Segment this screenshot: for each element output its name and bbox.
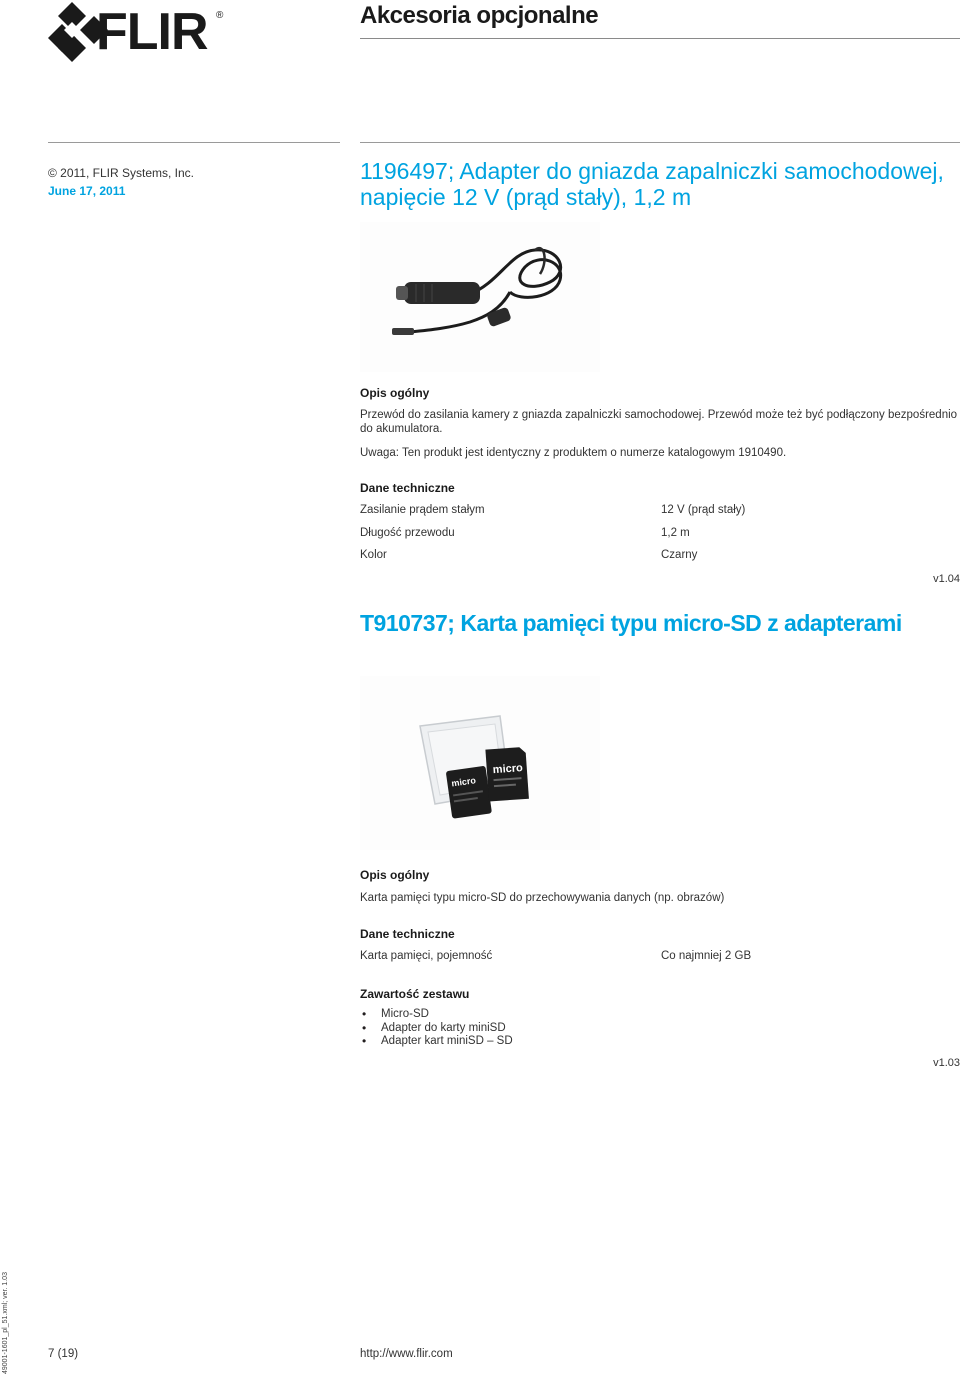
product2-version: v1.03	[933, 1057, 960, 1069]
list-item: • Adapter do karty miniSD	[360, 1022, 513, 1036]
document-date: June 17, 2011	[48, 184, 126, 198]
product1-general-heading: Opis ogólny	[360, 386, 430, 400]
list-item: • Micro-SD	[360, 1008, 513, 1022]
svg-text:micro: micro	[450, 775, 477, 789]
product2-general-heading: Opis ogólny	[360, 868, 430, 882]
logo-wordmark: FLIR	[96, 3, 208, 61]
product2-title: T910737; Karta pamięci typu micro-SD z adapterami	[360, 610, 902, 636]
document-code: 49001-1601_pl_51.xml; ver. 1.03	[2, 1272, 9, 1374]
product1-general-text: Przewód do zasilania kamery z gniazda zapalniczki samochodowej. Przewód może też być podłączony bezpośrednio do akumulatora.	[360, 409, 958, 435]
meta-divider	[48, 142, 340, 143]
list-item: • Adapter kart miniSD – SD	[360, 1035, 513, 1049]
page-title: Akcesoria opcjonalne	[360, 2, 599, 29]
spec-label: Długość przewodu	[360, 527, 455, 539]
product2-general-text: Karta pamięci typu micro-SD do przechowywania danych (np. obrazów)	[360, 892, 725, 904]
product1-version: v1.04	[933, 573, 960, 585]
content-divider	[360, 142, 960, 143]
svg-text:micro: micro	[492, 762, 524, 777]
spec-value: 1,2 m	[661, 527, 690, 539]
spec-value: Czarny	[661, 549, 698, 561]
spec-value: Co najmniej 2 GB	[661, 950, 752, 962]
header-divider	[360, 38, 960, 39]
product2-tech-heading: Dane techniczne	[360, 927, 455, 941]
logo-registered-mark: ®	[216, 10, 224, 21]
spec-value: 12 V (prąd stały)	[661, 504, 746, 516]
spec-label: Karta pamięci, pojemność	[360, 950, 493, 962]
product1-title: 1196497; Adapter do gniazda zapalniczki samochodowej, napięcie 12 V (prąd stały), 1,2 m	[360, 158, 944, 210]
footer-url[interactable]: http://www.flir.com	[360, 1348, 453, 1360]
contents-list	[360, 1008, 513, 1049]
product1-tech-heading: Dane techniczne	[360, 481, 455, 495]
copyright-text: © 2011, FLIR Systems, Inc.	[48, 166, 195, 180]
micro-sd-card-icon	[360, 676, 600, 850]
page-number: 7 (19)	[48, 1348, 79, 1360]
spec-label: Zasilanie prądem stałym	[360, 504, 485, 516]
product1-note: Uwaga: Ten produkt jest identyczny z produktem o numerze katalogowym 1910490.	[360, 447, 787, 459]
car-charger-cable-icon	[360, 222, 600, 372]
spec-label: Kolor	[360, 549, 387, 561]
product2-contents-heading: Zawartość zestawu	[360, 987, 470, 1001]
